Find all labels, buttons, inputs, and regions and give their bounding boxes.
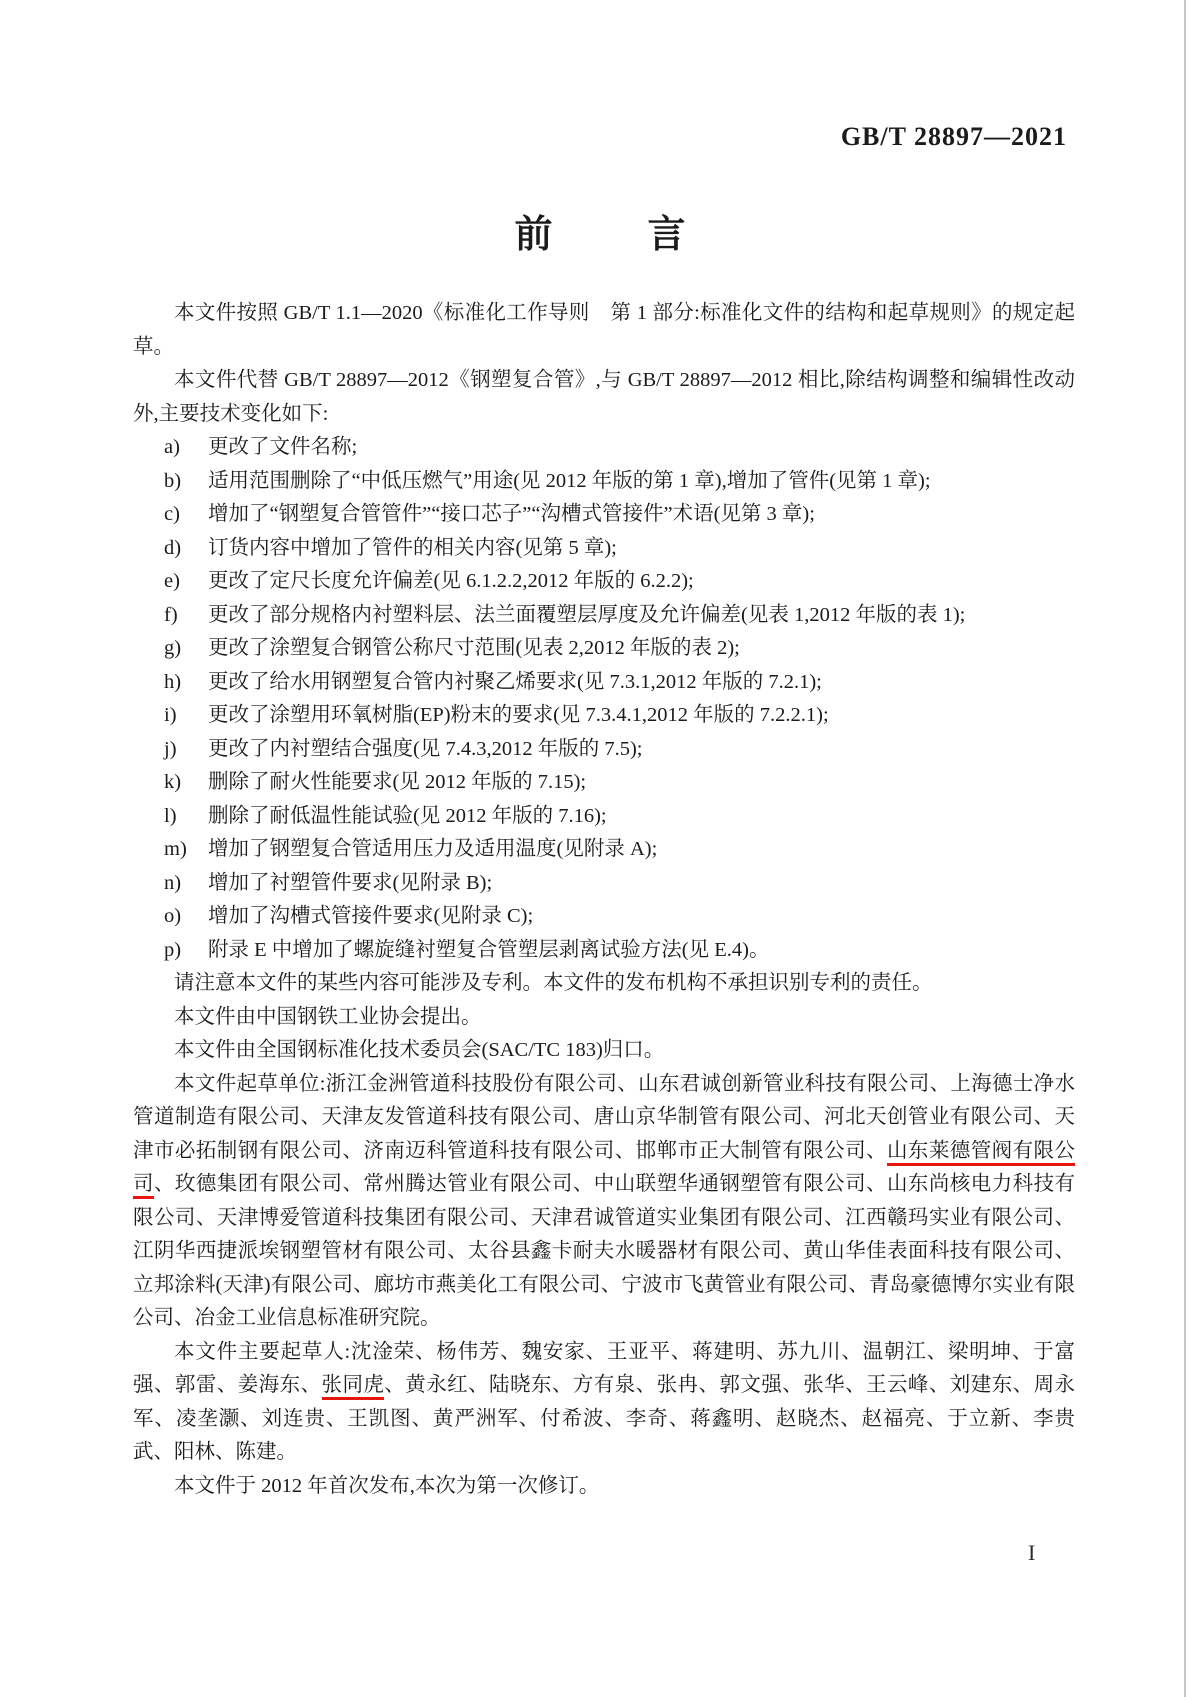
- change-item-text: 删除了耐低温性能试验(见 2012 年版的 7.16);: [208, 804, 607, 827]
- text-run: 本文件主要起草人:沈淦荣、杨伟芳、魏安家、王亚平、蒋建明、苏九川、温朝江、梁明坤、于富强、郭雷、姜海东、: [133, 1340, 1075, 1396]
- change-item-marker: c): [164, 503, 180, 525]
- change-item-text: 增加了钢塑复合管适用压力及适用温度(见附录 A);: [208, 838, 658, 860]
- change-item-text: 更改了内衬塑结合强度(见 7.4.3,2012 年版的 7.5);: [208, 737, 643, 760]
- change-item-marker: e): [164, 570, 180, 592]
- change-item: [133, 833, 1075, 867]
- page-number: I: [1028, 1540, 1036, 1565]
- paragraph-drafters: [133, 1336, 1075, 1470]
- change-item: [133, 465, 1075, 499]
- change-item-marker: o): [164, 905, 182, 927]
- underlined-text: 山东莱德管阀有限公司: [133, 1140, 1075, 1200]
- change-item-text: 适用范围删除了“中低压燃气”用途(见 2012 年版的第 1 章),增加了管件(见第 1 章);: [208, 469, 931, 492]
- change-item-marker: j): [164, 737, 177, 760]
- change-item-marker: b): [164, 469, 182, 492]
- page-title-text: 前言: [514, 214, 781, 256]
- change-item-text: 订货内容中增加了管件的相关内容(见第 5 章);: [208, 536, 617, 559]
- change-item-text: 删除了耐火性能要求(见 2012 年版的 7.15);: [208, 771, 587, 793]
- change-item-text: 更改了定尺长度允许偏差(见 6.1.2.2,2012 年版的 6.2.2);: [208, 570, 694, 592]
- change-item-marker: l): [164, 804, 177, 827]
- change-item-text: 更改了部分规格内衬塑料层、法兰面覆塑层厚度及允许偏差(见表 1,2012 年版的表 1);: [208, 603, 966, 626]
- change-item: [133, 800, 1075, 834]
- change-item: [133, 699, 1075, 733]
- change-item-marker: n): [164, 871, 182, 894]
- change-item: [133, 599, 1075, 633]
- change-item-marker: d): [164, 536, 182, 559]
- change-item: [133, 666, 1075, 700]
- paragraph-revision-history: 本文件于 2012 年首次发布,本次为第一次修订。: [174, 1474, 600, 1497]
- text-run: 、玫德集团有限公司、常州腾达管业有限公司、中山联塑华通钢塑管有限公司、山东尚核电力科技有限公司、天津博爱管道科技集团有限公司、天津君诚管道实业集团有限公司、江西赣玛实业有限公司、江阴华西捷派埃钢塑管材有限公司、太谷县鑫卡耐夫水暖器材有限公司、黄山华佳表面科技有限公司、立邦涂料(天津)有限公司、廊坊市燕美化工有限公司、宁波市飞黄管业有限公司、青岛豪德博尔实业有限公司、冶金工业信息标准研究院。: [133, 1173, 1076, 1329]
- change-item: [133, 431, 1075, 465]
- change-item: [133, 632, 1075, 666]
- change-item-text: 增加了沟槽式管接件要求(见附录 C);: [208, 905, 534, 927]
- change-item: [133, 766, 1075, 800]
- change-item: [133, 900, 1075, 934]
- doc-code: GB/T 28897—2021: [840, 122, 1067, 151]
- change-item-marker: m): [164, 838, 187, 860]
- text-run: 、黄永红、陆晓东、方有泉、张冉、郭文强、张华、王云峰、刘建东、周永军、凌垄灏、刘连贵、王凯图、黄严洲军、付希波、李奇、蒋鑫明、赵晓杰、赵福亮、于立新、李贵武、阳林、陈建。: [133, 1374, 1076, 1463]
- paragraph-patent-notice: 请注意本文件的某些内容可能涉及专利。本文件的发布机构不承担识别专利的责任。: [174, 972, 933, 994]
- paragraph-drafting-basis: 本文件按照 GB/T 1.1—2020《标准化工作导则 第 1 部分:标准化文件的结构和起草规则》的规定起草。: [133, 302, 1075, 358]
- change-item-text: 附录 E 中增加了螺旋缝衬塑复合管塑层剥离试验方法(见 E.4)。: [208, 938, 770, 961]
- change-item-marker: k): [164, 771, 182, 793]
- underlined-text: 张同虎: [322, 1374, 385, 1400]
- change-item-text: 更改了涂塑复合钢管公称尺寸范围(见表 2,2012 年版的表 2);: [208, 637, 740, 659]
- change-item: [133, 565, 1075, 599]
- change-item: [133, 934, 1075, 968]
- change-item-text: 增加了“钢塑复合管管件”“接口芯子”“沟槽式管接件”术语(见第 3 章);: [208, 503, 815, 525]
- paragraph-proposer: 本文件由中国钢铁工业协会提出。: [174, 1005, 482, 1028]
- change-item-text: 更改了涂塑用环氧树脂(EP)粉末的要求(见 7.3.4.1,2012 年版的 7.2.2.1);: [208, 704, 829, 726]
- paragraph-replacement: 本文件代替 GB/T 28897—2012《钢塑复合管》,与 GB/T 28897—2012 相比,除结构调整和编辑性改动外,主要技术变化如下:: [133, 369, 1075, 425]
- change-item: [133, 733, 1075, 767]
- scan-edge-line: [1184, 0, 1186, 1697]
- change-item-marker: p): [164, 938, 182, 961]
- change-item: [133, 532, 1075, 566]
- page-title: [0, 203, 1200, 258]
- change-item: [133, 867, 1075, 901]
- foreword-body: [133, 297, 1075, 1503]
- paragraph-committee: 本文件由全国钢标准化技术委员会(SAC/TC 183)归口。: [174, 1039, 665, 1061]
- change-item-marker: g): [164, 637, 182, 659]
- change-item-marker: f): [164, 603, 178, 626]
- text-run: 本文件起草单位:浙江金洲管道科技股份有限公司、山东君诚创新管业科技有限公司、上海德士净水管道制造有限公司、天津友发管道科技有限公司、唐山京华制管有限公司、河北天创管业有限公司、天津市必拓制钢有限公司、济南迈科管道科技有限公司、邯郸市正大制管有限公司、: [133, 1072, 1075, 1162]
- change-item-marker: a): [164, 436, 180, 458]
- change-item-marker: i): [164, 704, 177, 726]
- change-item: [133, 498, 1075, 532]
- change-list: [133, 431, 1075, 967]
- change-item-text: 更改了给水用钢塑复合管内衬聚乙烯要求(见 7.3.1,2012 年版的 7.2.1);: [208, 670, 822, 693]
- paragraph-drafting-units: [133, 1068, 1075, 1336]
- change-item-marker: h): [164, 670, 182, 693]
- change-item-text: 更改了文件名称;: [208, 436, 358, 458]
- change-item-text: 增加了衬塑管件要求(见附录 B);: [208, 871, 493, 894]
